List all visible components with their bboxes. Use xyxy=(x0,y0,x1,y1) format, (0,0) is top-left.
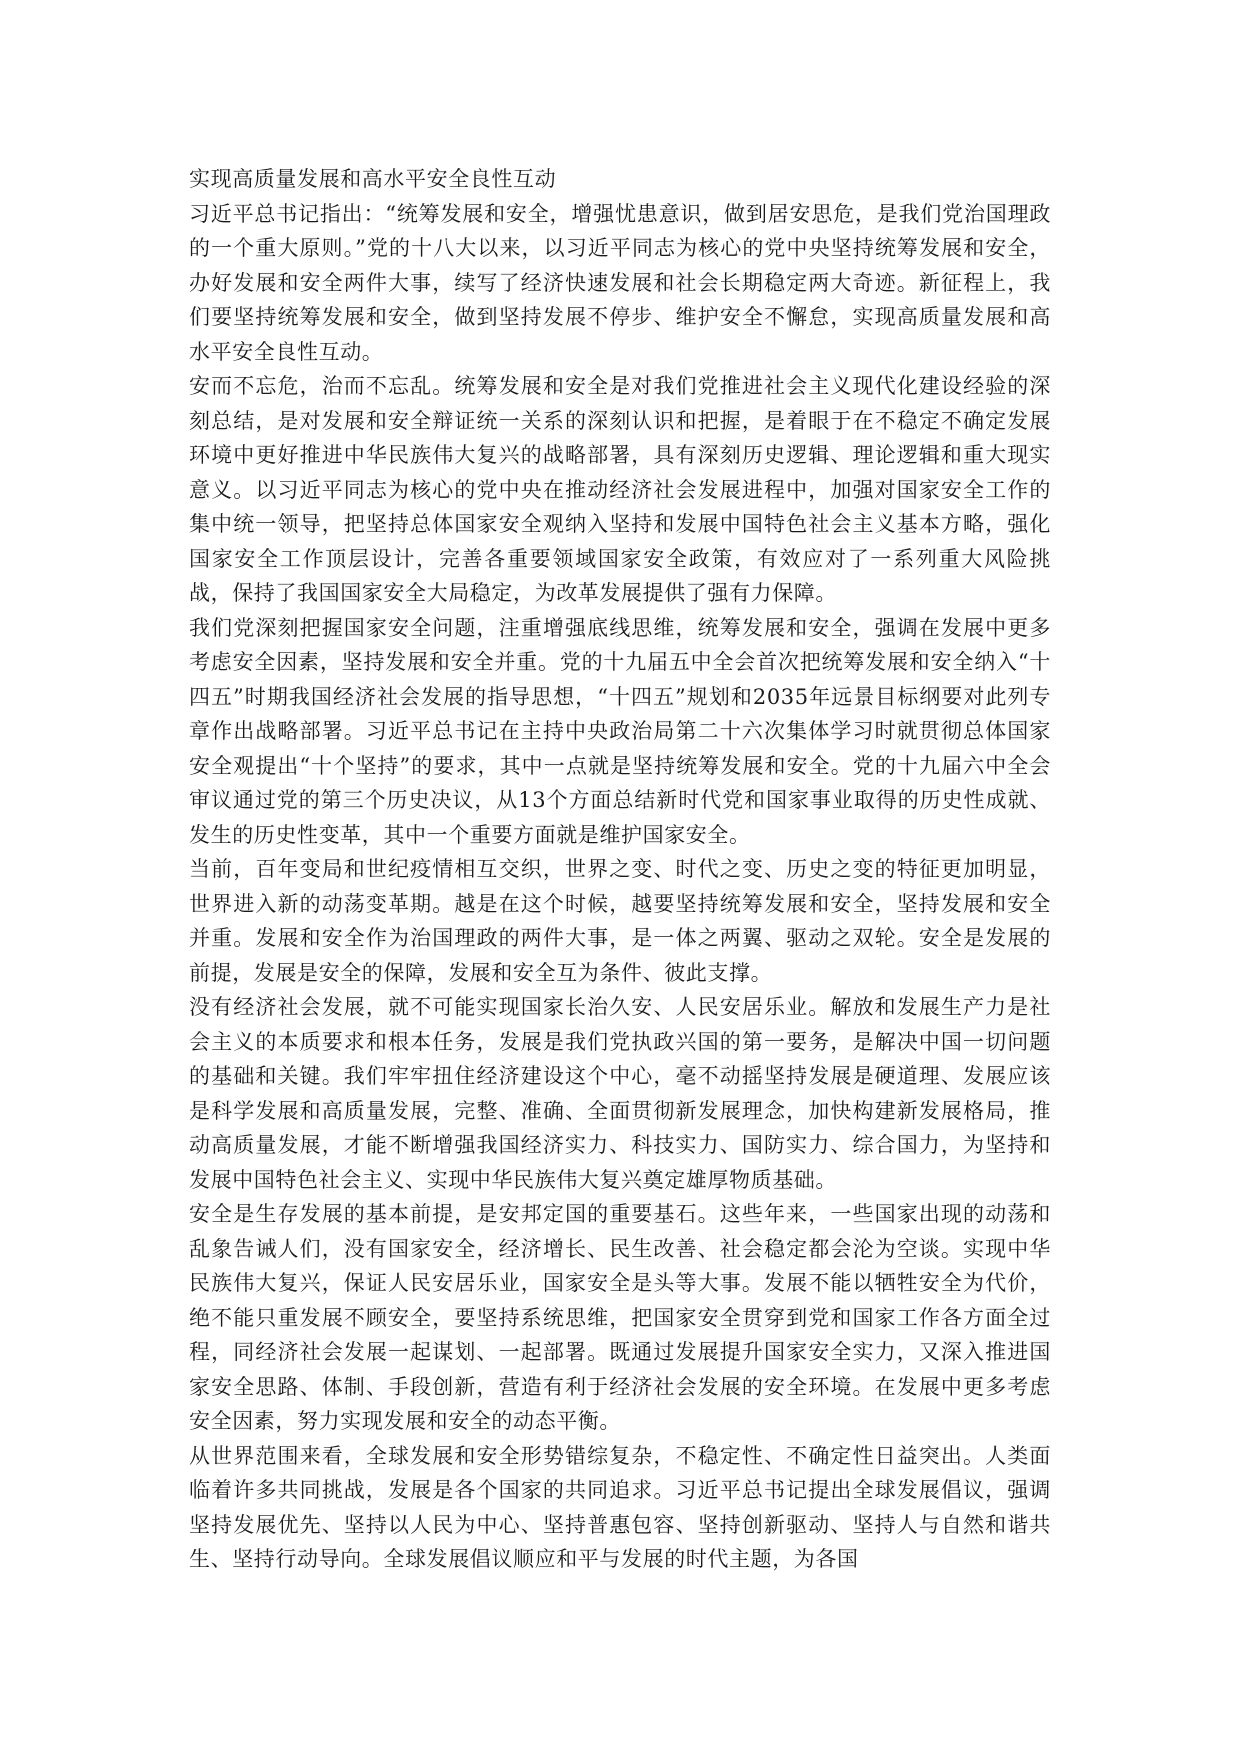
paragraph-1: 习近平总书记指出：“统筹发展和安全，增强忧患意识，做到居安思危，是我们党治国理政的一个重大原则。”党的十八大以来，以习近平同志为核心的党中央坚持统筹发展和安全，办好发展和安全两件大事，续写了经济快速发展和社会长期稳定两大奇迹。新征程上，我们要坚持统筹发展和安全，做到坚持发展不停步、维护安全不懈怠，实现高质量发展和高水平安全良性互动。 xyxy=(189,201,1051,364)
document-body xyxy=(189,162,1051,1577)
document-title: 实现高质量发展和高水平安全良性互动 xyxy=(189,167,557,191)
paragraph-2: 安而不忘危，治而不忘乱。统筹发展和安全是对我们党推进社会主义现代化建设经验的深刻总结，是对发展和安全辩证统一关系的深刻认识和把握，是着眼于在不稳定不确定发展环境中更好推进中华民族伟大复兴的战略部署，具有深刻历史逻辑、理论逻辑和重大现实意义。以习近平同志为核心的党中央在推动经济社会发展进程中，加强对国家安全工作的集中统一领导，把坚持总体国家安全观纳入坚持和发展中国特色社会主义基本方略，强化国家安全工作顶层设计，完善各重要领域国家安全政策，有效应对了一系列重大风险挑战，保持了我国国家安全大局稳定，为改革发展提供了强有力保障。 xyxy=(189,374,1051,605)
paragraph-4: 当前，百年变局和世纪疫情相互交织，世界之变、时代之变、历史之变的特征更加明显，世界进入新的动荡变革期。越是在这个时候，越要坚持统筹发展和安全，坚持发展和安全并重。发展和安全作为治国理政的两件大事，是一体之两翼、驱动之双轮。安全是发展的前提，发展是安全的保障，发展和安全互为条件、彼此支撑。 xyxy=(189,857,1051,985)
paragraph-7: 从世界范围来看，全球发展和安全形势错综复杂，不稳定性、不确定性日益突出。人类面临着许多共同挑战，发展是各个国家的共同追求。习近平总书记提出全球发展倡议，强调坚持发展优先、坚持以人民为中心、坚持普惠包容、坚持创新驱动、坚持人与自然和谐共生、坚持行动导向。全球发展倡议顺应和平与发展的时代主题，为各国 xyxy=(189,1443,1051,1571)
paragraph-6: 安全是生存发展的基本前提，是安邦定国的重要基石。这些年来，一些国家出现的动荡和乱象告诫人们，没有国家安全，经济增长、民生改善、社会稳定都会沦为空谈。实现中华民族伟大复兴，保证人民安居乐业，国家安全是头等大事。发展不能以牺牲安全为代价，绝不能只重发展不顾安全，要坚持系统思维，把国家安全贯穿到党和国家工作各方面全过程，同经济社会发展一起谋划、一起部署。既通过发展提升国家安全实力，又深入推进国家安全思路、体制、手段创新，营造有利于经济社会发展的安全环境。在发展中更多考虑安全因素，努力实现发展和安全的动态平衡。 xyxy=(189,1202,1051,1433)
paragraph-3: 我们党深刻把握国家安全问题，注重增强底线思维，统筹发展和安全，强调在发展中更多考虑安全因素，坚持发展和安全并重。党的十九届五中全会首次把统筹发展和安全纳入“十四五”时期我国经济社会发展的指导思想，“十四五”规划和2035年远景目标纲要对此列专章作出战略部署。习近平总书记在主持中央政治局第二十六次集体学习时就贯彻总体国家安全观提出“十个坚持”的要求，其中一点就是坚持统筹发展和安全。党的十九届六中全会审议通过党的第三个历史决议，从13个方面总结新时代党和国家事业取得的历史性成就、发生的历史性变革，其中一个重要方面就是维护国家安全。 xyxy=(189,615,1051,847)
paragraph-5: 没有经济社会发展，就不可能实现国家长治久安、人民安居乐业。解放和发展生产力是社会主义的本质要求和根本任务，发展是我们党执政兴国的第一要务，是解决中国一切问题的基础和关键。我们牢牢扭住经济建设这个中心，毫不动摇坚持发展是硬道理、发展应该是科学发展和高质量发展，完整、准确、全面贯彻新发展理念，加快构建新发展格局，推动高质量发展，才能不断增强我国经济实力、科技实力、国防实力、综合国力，为坚持和发展中国特色社会主义、实现中华民族伟大复兴奠定雄厚物质基础。 xyxy=(189,995,1051,1192)
